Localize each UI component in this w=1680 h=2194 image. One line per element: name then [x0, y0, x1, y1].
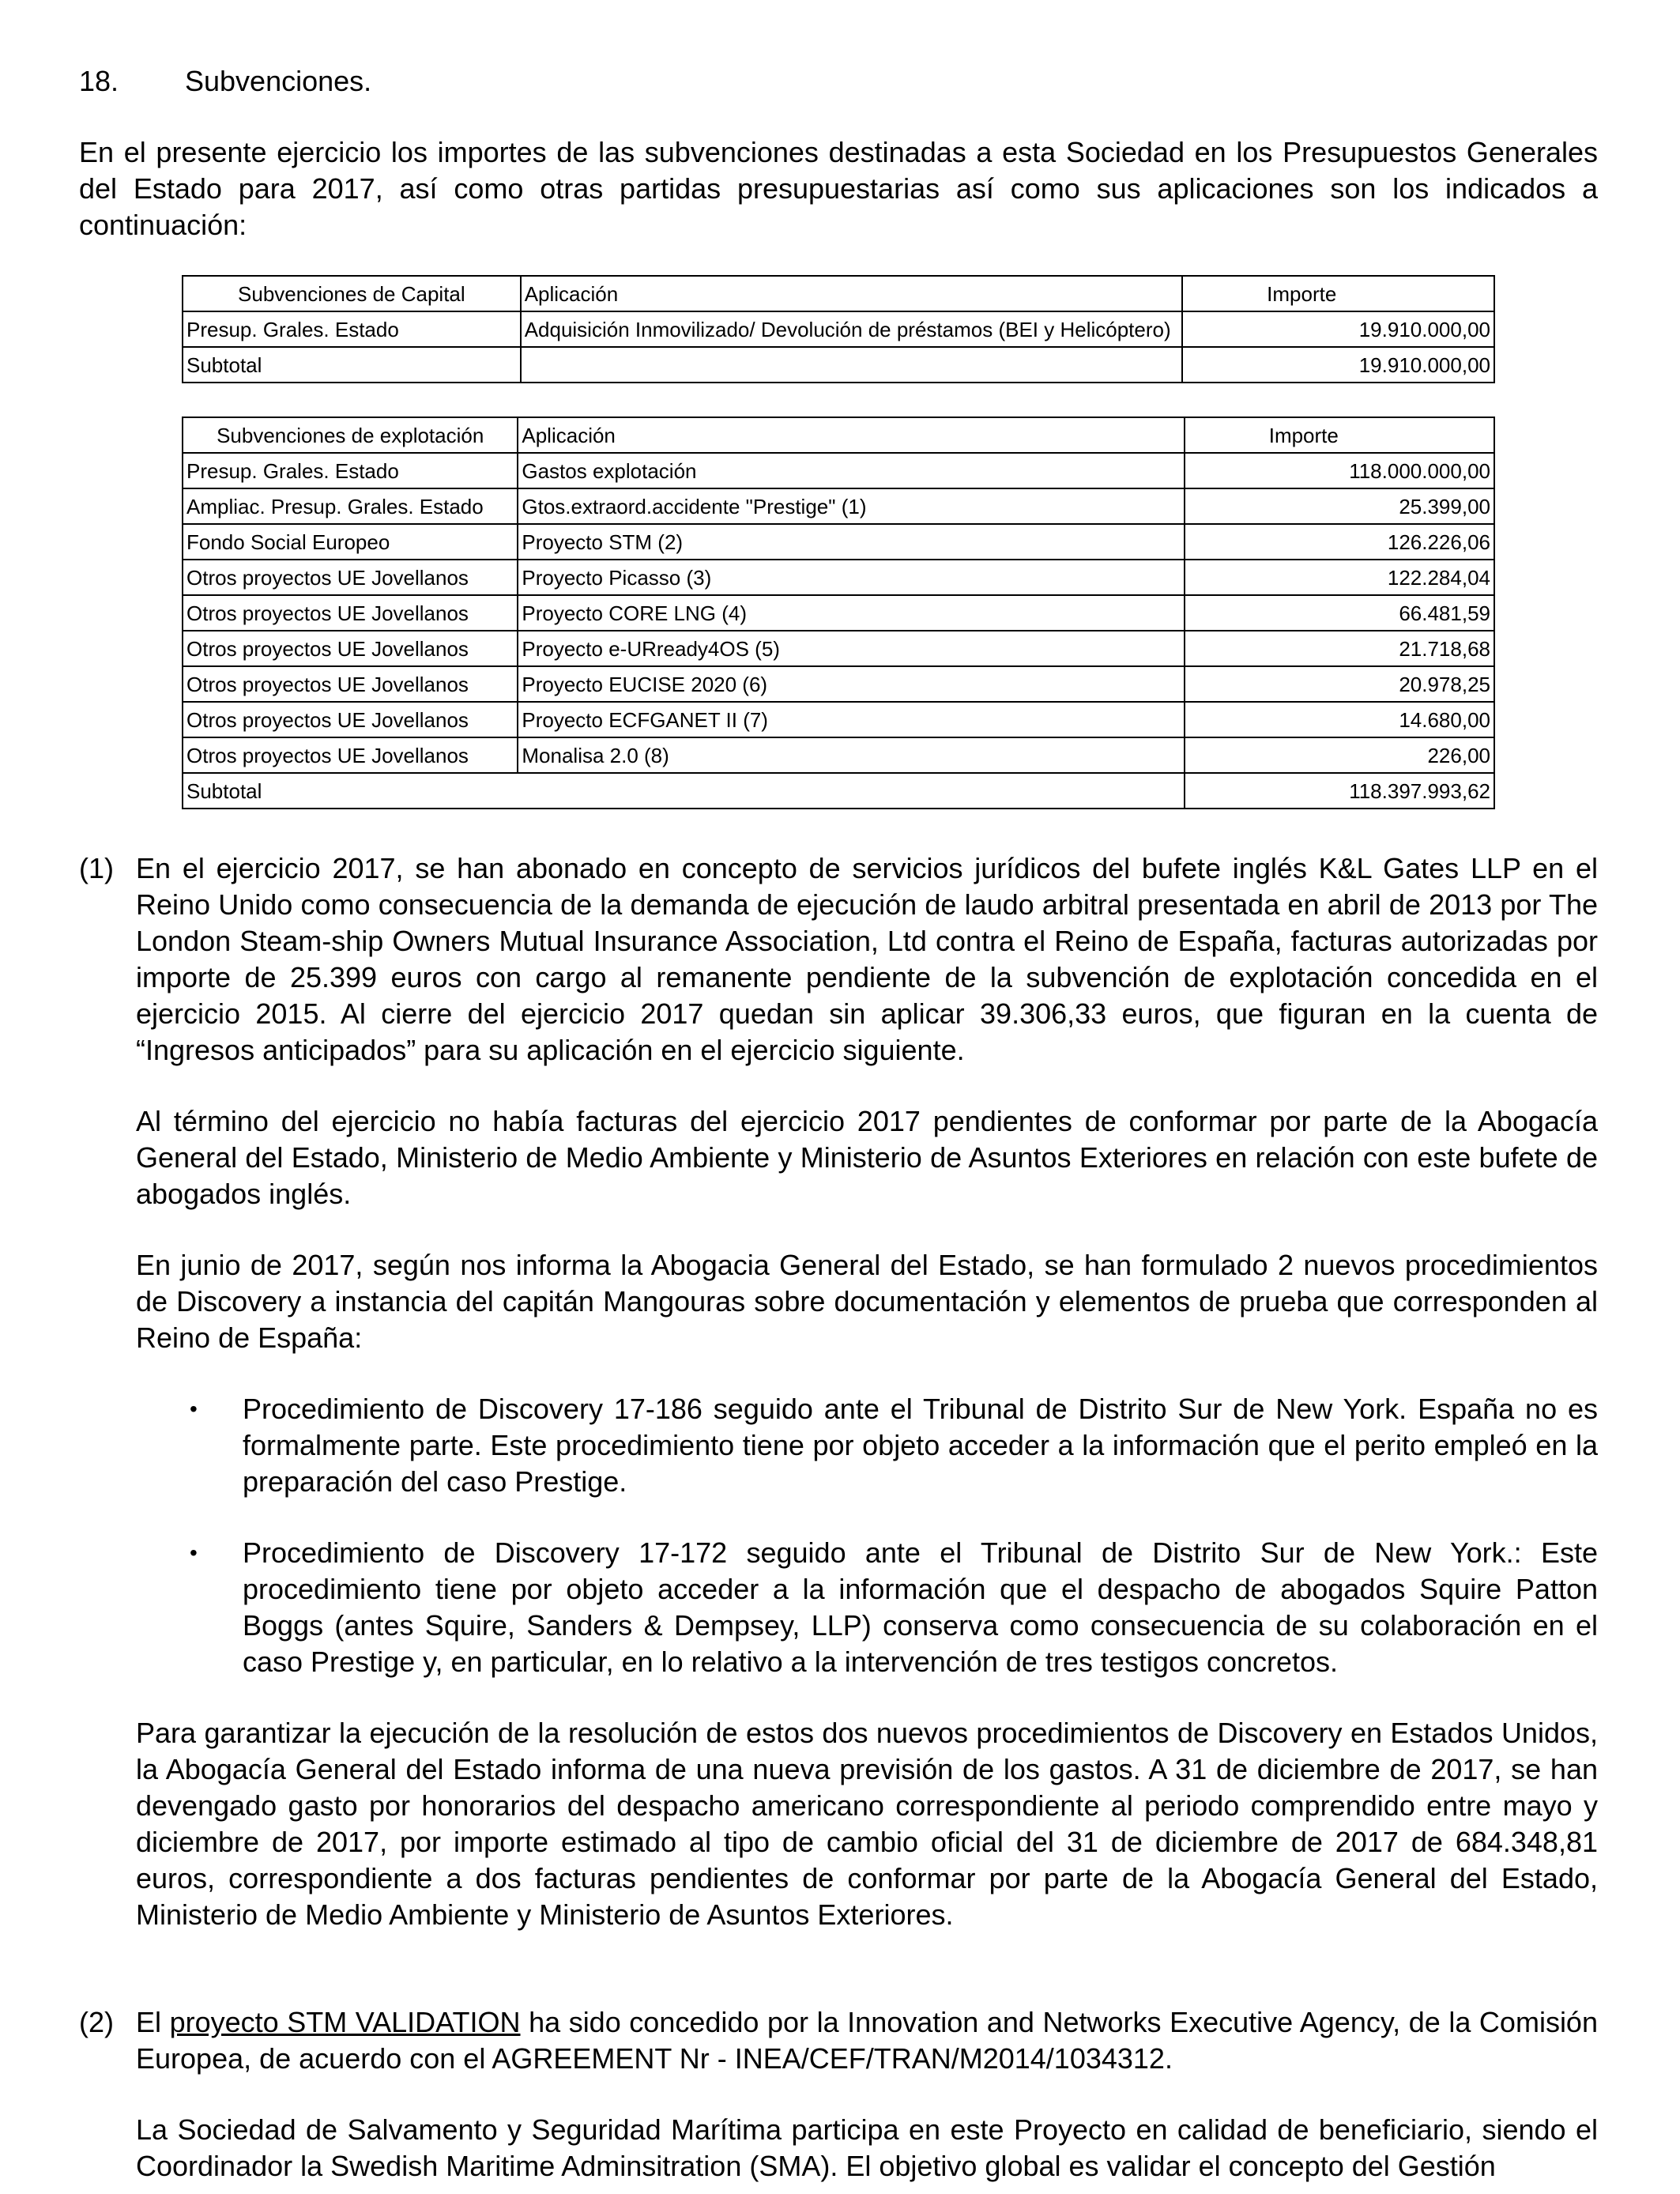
subtotal-row [183, 773, 1494, 809]
table-row [183, 666, 1494, 702]
header-cell: Importe [1182, 276, 1494, 311]
table-cell: Adquisición Inmovilizado/ Devolución de préstamos (BEI y Helicóptero) [521, 311, 1182, 347]
table-cell-amount: 21.718,68 [1185, 631, 1494, 666]
section-number: 18. [79, 65, 119, 97]
table-cell: Gtos.extraord.accidente "Prestige" (1) [518, 488, 1184, 524]
list-item [136, 1391, 1598, 1500]
table-cell [521, 347, 1182, 383]
header-cell: Aplicación [521, 276, 1182, 311]
table-cell: Otros proyectos UE Jovellanos [183, 631, 518, 666]
table-cell: Otros proyectos UE Jovellanos [183, 666, 518, 702]
table-cell: Fondo Social Europeo [183, 524, 518, 560]
header-cell: Importe [1185, 417, 1494, 453]
note-paragraph: En el ejercicio 2017, se han abonado en concepto de servicios jurídicos del bufete inglés K&L Gates LLP en el Reino Unido como consecuencia de la demanda de ejecución de laudo arbitral presentada en abril de 2013 por The London Steam-ship Owners Mutual Insurance Association, Ltd contra el Reino de España, facturas autorizadas por importe de 25.399 euros con cargo al remanente pendiente de la subvención de explotación concedida en el ejercicio 2015. Al cierre del ejercicio 2017 quedan sin aplicar 39.306,33 euros, que figuran en la cuenta de “Ingresos anticipados” para su aplicación en el ejercicio siguiente. [136, 852, 1598, 1066]
note-body [136, 850, 1598, 1933]
header-cell: Subvenciones de Capital [183, 276, 521, 311]
table-cell-amount: 19.910.000,00 [1182, 311, 1494, 347]
table-cell: Otros proyectos UE Jovellanos [183, 737, 518, 773]
table-cell: Gastos explotación [518, 453, 1184, 488]
table-row [183, 311, 1494, 347]
table-cell-amount: 25.399,00 [1185, 488, 1494, 524]
table-cell: Proyecto Picasso (3) [518, 560, 1184, 595]
note-2 [79, 2004, 1598, 2185]
table-cell: Monalisa 2.0 (8) [518, 737, 1184, 773]
subtotal-label: Subtotal [183, 773, 1185, 809]
note-label: (1) [79, 852, 114, 884]
note-paragraph: La Sociedad de Salvamento y Seguridad Marítima participa en este Proyecto en calidad de beneficiario, siendo el Coordinador la Swedish Maritime Adminsitration (SMA). El objetivo global es validar el concepto del Gestión [136, 2113, 1598, 2182]
table-cell: Proyecto STM (2) [518, 524, 1184, 560]
note-label: (2) [79, 2006, 114, 2038]
table-cell: Presup. Grales. Estado [183, 311, 521, 347]
table-cell: Proyecto CORE LNG (4) [518, 595, 1184, 631]
table-cell: Otros proyectos UE Jovellanos [183, 595, 518, 631]
section-heading [79, 63, 1598, 100]
table-cell: Otros proyectos UE Jovellanos [183, 702, 518, 737]
document-page [79, 63, 1598, 2185]
header-cell: Aplicación [518, 417, 1184, 453]
text-fragment: ha sido concedido por la Innovation and Networks Executive Agency, de la Comisión Europea, de acuerdo con el AGREEMENT Nr - INEA/CEF/TRAN/M2014/1034312. [136, 2006, 1598, 2075]
table-row [183, 631, 1494, 666]
table-row [183, 524, 1494, 560]
table-row [183, 737, 1494, 773]
table-header-row [183, 417, 1494, 453]
table-header-row [183, 276, 1494, 311]
subtotal-amount: 19.910.000,00 [1182, 347, 1494, 383]
table-cell: Ampliac. Presup. Grales. Estado [183, 488, 518, 524]
table-cell-amount: 226,00 [1185, 737, 1494, 773]
table-cell-amount: 14.680,00 [1185, 702, 1494, 737]
table-cell-amount: 126.226,06 [1185, 524, 1494, 560]
note-paragraph: Para garantizar la ejecución de la resolución de estos dos nuevos procedimientos de Discovery en Estados Unidos, la Abogacía General del Estado informa de una nueva previsión de los gastos. A 31 de diciembre de 2017, se han devengado gasto por honorarios del despacho americano correspondiente al periodo comprendido entre mayo y diciembre de 2017, por importe estimado al tipo de cambio oficial del 31 de diciembre de 2017 de 684.348,81 euros, correspondiente a dos facturas pendientes de conformar por parte de la Abogacía General del Estado, Ministerio de Medio Ambiente y Ministerio de Asuntos Exteriores. [136, 1717, 1598, 1931]
table-cell: Proyecto e-URready4OS (5) [518, 631, 1184, 666]
section-title: Subvenciones. [185, 65, 372, 97]
table-cell: Otros proyectos UE Jovellanos [183, 560, 518, 595]
capital-subsidies-table [182, 275, 1495, 383]
table-row [183, 453, 1494, 488]
table-cell-amount: 122.284,04 [1185, 560, 1494, 595]
table-cell: Proyecto ECFGANET II (7) [518, 702, 1184, 737]
bullet-icon: • [190, 1540, 198, 1565]
note-paragraph: Al término del ejercicio no había facturas del ejercicio 2017 pendientes de conformar por parte de la Abogacía General del Estado, Ministerio de Medio Ambiente y Ministerio de Asuntos Exteriores en relación con este bufete de abogados inglés. [136, 1105, 1598, 1210]
note-paragraph [136, 2004, 1598, 2077]
subtotal-label: Subtotal [183, 347, 521, 383]
intro-paragraph: En el presente ejercicio los importes de las subvenciones destinadas a esta Sociedad en los Presupuestos Generales del Estado para 2017, así como otras partidas presupuestarias así como sus aplicaciones son los indicados a continuación: [79, 136, 1598, 241]
list-item-text: Procedimiento de Discovery 17-186 seguido ante el Tribunal de Distrito Sur de New York. España no es formalmente parte. Este procedimiento tiene por objeto acceder a la información que el perito empleó en la preparación del caso Prestige. [243, 1393, 1598, 1498]
list-item-text: Procedimiento de Discovery 17-172 seguido ante el Tribunal de Distrito Sur de New York.: Este procedimiento tiene por objeto acceder a la información que el despacho de abogados Squire Patton Boggs (antes Squire, Sanders & Dempsey, LLP) conserva como consecuencia de su colaboración en el caso Prestige y, en particular, en lo relativo a la intervención de tres testigos concretos. [243, 1536, 1598, 1678]
note-paragraph: En junio de 2017, según nos informa la Abogacia General del Estado, se han formulado 2 nuevos procedimientos de Discovery a instancia del capitán Mangouras sobre documentación y elementos de prueba que corresponden al Reino de España: [136, 1249, 1598, 1354]
table-row [183, 702, 1494, 737]
table-cell: Proyecto EUCISE 2020 (6) [518, 666, 1184, 702]
table-row [183, 595, 1494, 631]
operating-subsidies-table [182, 417, 1495, 809]
note-body [136, 2004, 1598, 2185]
table-cell-amount: 118.000.000,00 [1185, 453, 1494, 488]
note-1 [79, 850, 1598, 1933]
header-cell: Subvenciones de explotación [183, 417, 518, 453]
subtotal-amount: 118.397.993,62 [1185, 773, 1494, 809]
table-row [183, 488, 1494, 524]
list-item [136, 1535, 1598, 1680]
bullet-icon: • [190, 1397, 198, 1421]
bullet-list [136, 1391, 1598, 1680]
subtotal-row [183, 347, 1494, 383]
text-fragment: El [136, 2006, 162, 2038]
table-cell-amount: 20.978,25 [1185, 666, 1494, 702]
project-link[interactable]: proyecto STM VALIDATION [169, 2006, 521, 2038]
table-row [183, 560, 1494, 595]
table-cell: Presup. Grales. Estado [183, 453, 518, 488]
table-cell-amount: 66.481,59 [1185, 595, 1494, 631]
